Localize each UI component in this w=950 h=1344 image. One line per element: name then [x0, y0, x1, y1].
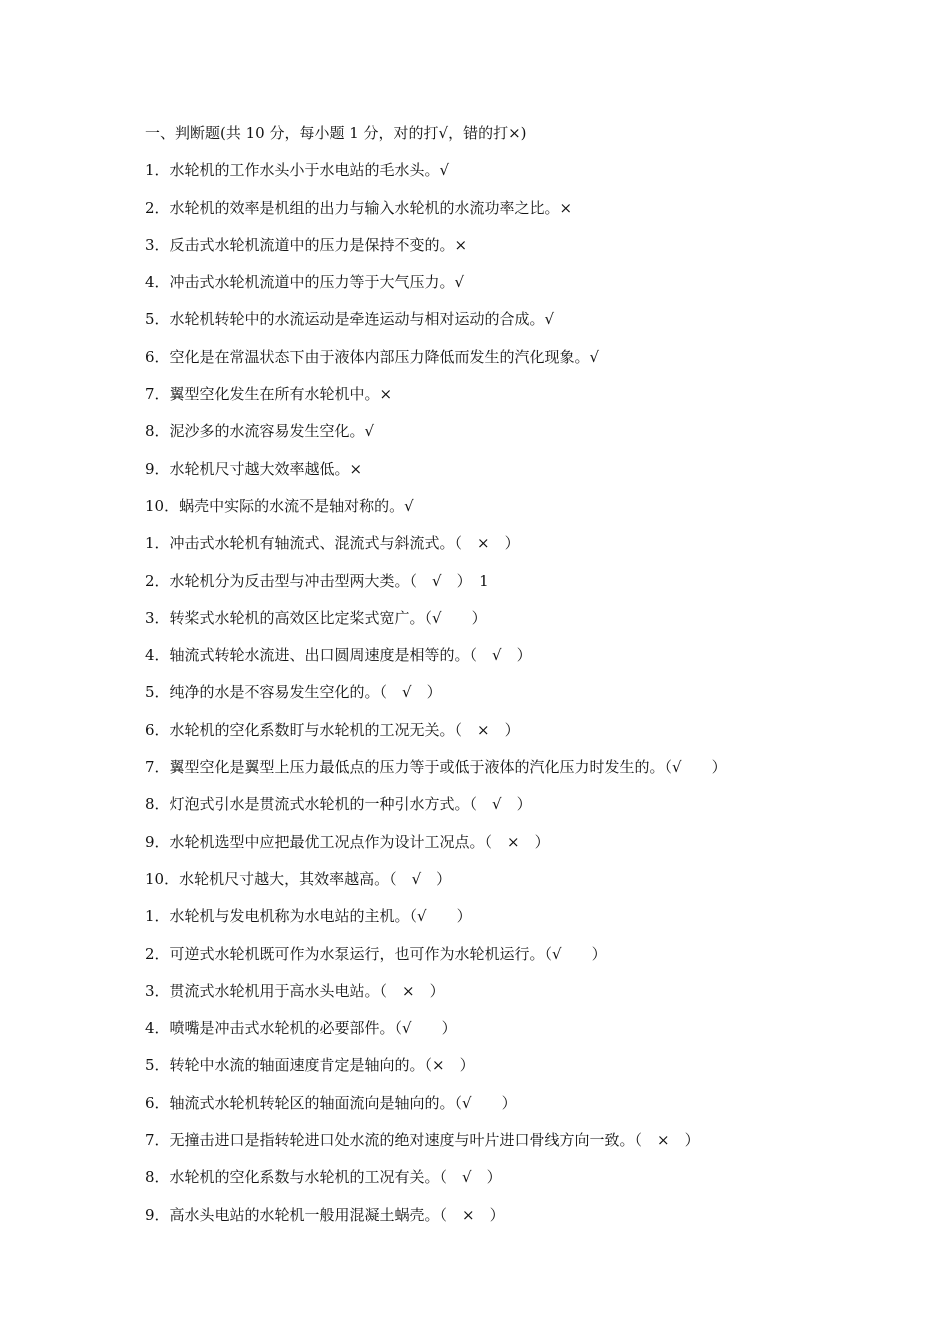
- question-line: 2．可逆式水轮机既可作为水泵运行，也可作为水轮机运行。（√ ）: [145, 944, 607, 963]
- question-line: 3．转桨式水轮机的高效区比定桨式宽广。（√ ）: [145, 608, 487, 627]
- question-line: 4．冲击式水轮机流道中的压力等于大气压力。√: [145, 273, 465, 292]
- question-line: 3．贯流式水轮机用于高水头电站。（ × ）: [145, 981, 445, 1000]
- question-line: 7．翼型空化是翼型上压力最低点的压力等于或低于液体的汽化压力时发生的。（√ ）: [145, 758, 727, 777]
- question-line: 4．轴流式转轮水流进、出口圆周速度是相等的。（ √ ）: [145, 646, 532, 665]
- question-line: 9．水轮机尺寸越大效率越低。×: [145, 459, 363, 478]
- question-line: 9．高水头电站的水轮机一般用混凝土蜗壳。（ × ）: [145, 1205, 505, 1224]
- question-line: 7．无撞击进口是指转轮进口处水流的绝对速度与叶片进口骨线方向一致。（ × ）: [145, 1131, 700, 1150]
- question-line: 3．反击式水轮机流道中的压力是保持不变的。×: [145, 235, 468, 254]
- question-line: 10．蜗壳中实际的水流不是轴对称的。√: [145, 496, 414, 515]
- question-line: 5．纯净的水是不容易发生空化的。（ √ ）: [145, 683, 442, 702]
- question-line: 6．轴流式水轮机转轮区的轴面流向是轴向的。（√ ）: [145, 1093, 517, 1112]
- question-line: 6．空化是在常温状态下由于液体内部压力降低而发生的汽化现象。√: [145, 347, 600, 366]
- question-line: 5．转轮中水流的轴面速度肯定是轴向的。（× ）: [145, 1056, 475, 1075]
- question-line: 5．水轮机转轮中的水流运动是牵连运动与相对运动的合成。√: [145, 310, 555, 329]
- section-heading: 一、判断题(共 10 分，每小题 1 分，对的打√，错的打×): [145, 124, 527, 142]
- question-line: 8．水轮机的空化系数与水轮机的工况有关。（ √ ）: [145, 1168, 502, 1187]
- question-line: 9．水轮机选型中应把最优工况点作为设计工况点。（ × ）: [145, 832, 550, 851]
- question-line: 1．水轮机的工作水头小于水电站的毛水头。√: [145, 161, 450, 180]
- question-line: 4．喷嘴是冲击式水轮机的必要部件。（√ ）: [145, 1019, 457, 1038]
- question-line: 2．水轮机的效率是机组的出力与输入水轮机的水流功率之比。×: [145, 198, 573, 217]
- question-line: 8．泥沙多的水流容易发生空化。√: [145, 422, 375, 441]
- document-page: [145, 123, 910, 1242]
- question-line: 8．灯泡式引水是贯流式水轮机的一种引水方式。（ √ ）: [145, 795, 532, 814]
- question-line: 6．水轮机的空化系数盯与水轮机的工况无关。（ × ）: [145, 720, 520, 739]
- question-line: 1．冲击式水轮机有轴流式、混流式与斜流式。（ × ）: [145, 534, 520, 553]
- question-line: 1．水轮机与发电机称为水电站的主机。（√ ）: [145, 907, 472, 926]
- question-line: 7．翼型空化发生在所有水轮机中。×: [145, 385, 393, 404]
- question-line: 10．水轮机尺寸越大，其效率越高。（ √ ）: [145, 869, 452, 888]
- question-line: 2．水轮机分为反击型与冲击型两大类。（ √ ） 1: [145, 571, 489, 590]
